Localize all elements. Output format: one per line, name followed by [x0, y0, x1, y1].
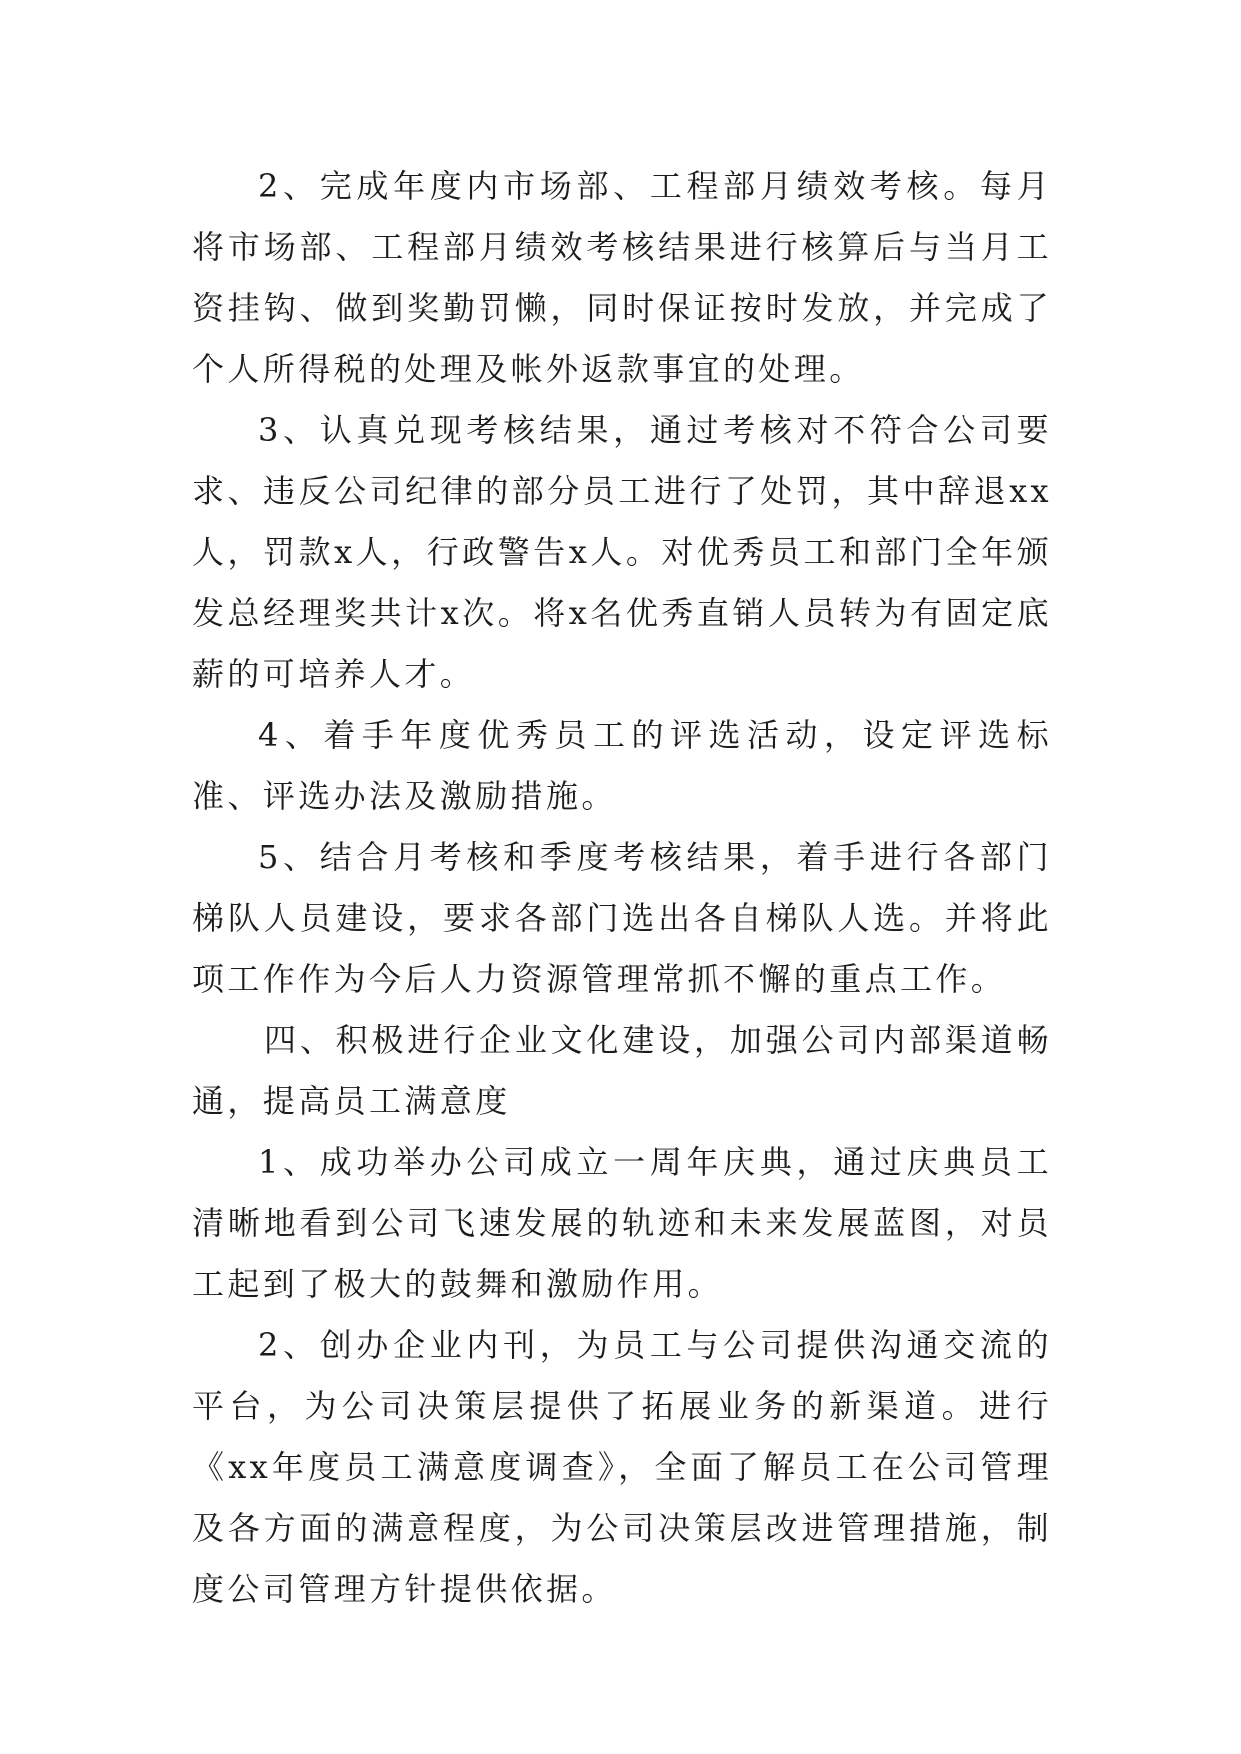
- paragraph-anniversary: 1、成功举办公司成立一周年庆典，通过庆典员工清晰地看到公司飞速发展的轨迹和未来发展蓝图，对员工起到了极大的鼓舞和激励作用。: [192, 1143, 1052, 1303]
- paragraph-employee-selection: 4、着手年度优秀员工的评选活动，设定评选标准、评选办法及激励措施。: [192, 716, 1052, 815]
- paragraph-talent-pipeline: 5、结合月考核和季度考核结果，着手进行各部门梯队人员建设，要求各部门选出各自梯队人选。并将此项工作作为今后人力资源管理常抓不懈的重点工作。: [192, 838, 1052, 998]
- section-heading-corporate-culture: 四、积极进行企业文化建设，加强公司内部渠道畅通，提高员工满意度: [192, 1021, 1052, 1120]
- document-body: [192, 156, 1052, 1620]
- paragraph-review-results: 3、认真兑现考核结果，通过考核对不符合公司要求、违反公司纪律的部分员工进行了处罚，其中辞退xx人，罚款x人，行政警告x人。对优秀员工和部门全年颁发总经理奖共计x次。将x名优秀直销人员转为有固定底薪的可培养人才。: [192, 411, 1052, 693]
- paragraph-performance-review: 2、完成年度内市场部、工程部月绩效考核。每月将市场部、工程部月绩效考核结果进行核算后与当月工资挂钩、做到奖勤罚懒，同时保证按时发放，并完成了个人所得税的处理及帐外返款事宜的处理。: [192, 167, 1052, 388]
- paragraph-internal-journal: 2、创办企业内刊，为员工与公司提供沟通交流的平台，为公司决策层提供了拓展业务的新渠道。进行《xx年度员工满意度调查》，全面了解员工在公司管理及各方面的满意程度，为公司决策层改进管理措施，制度公司管理方针提供依据。: [192, 1326, 1052, 1608]
